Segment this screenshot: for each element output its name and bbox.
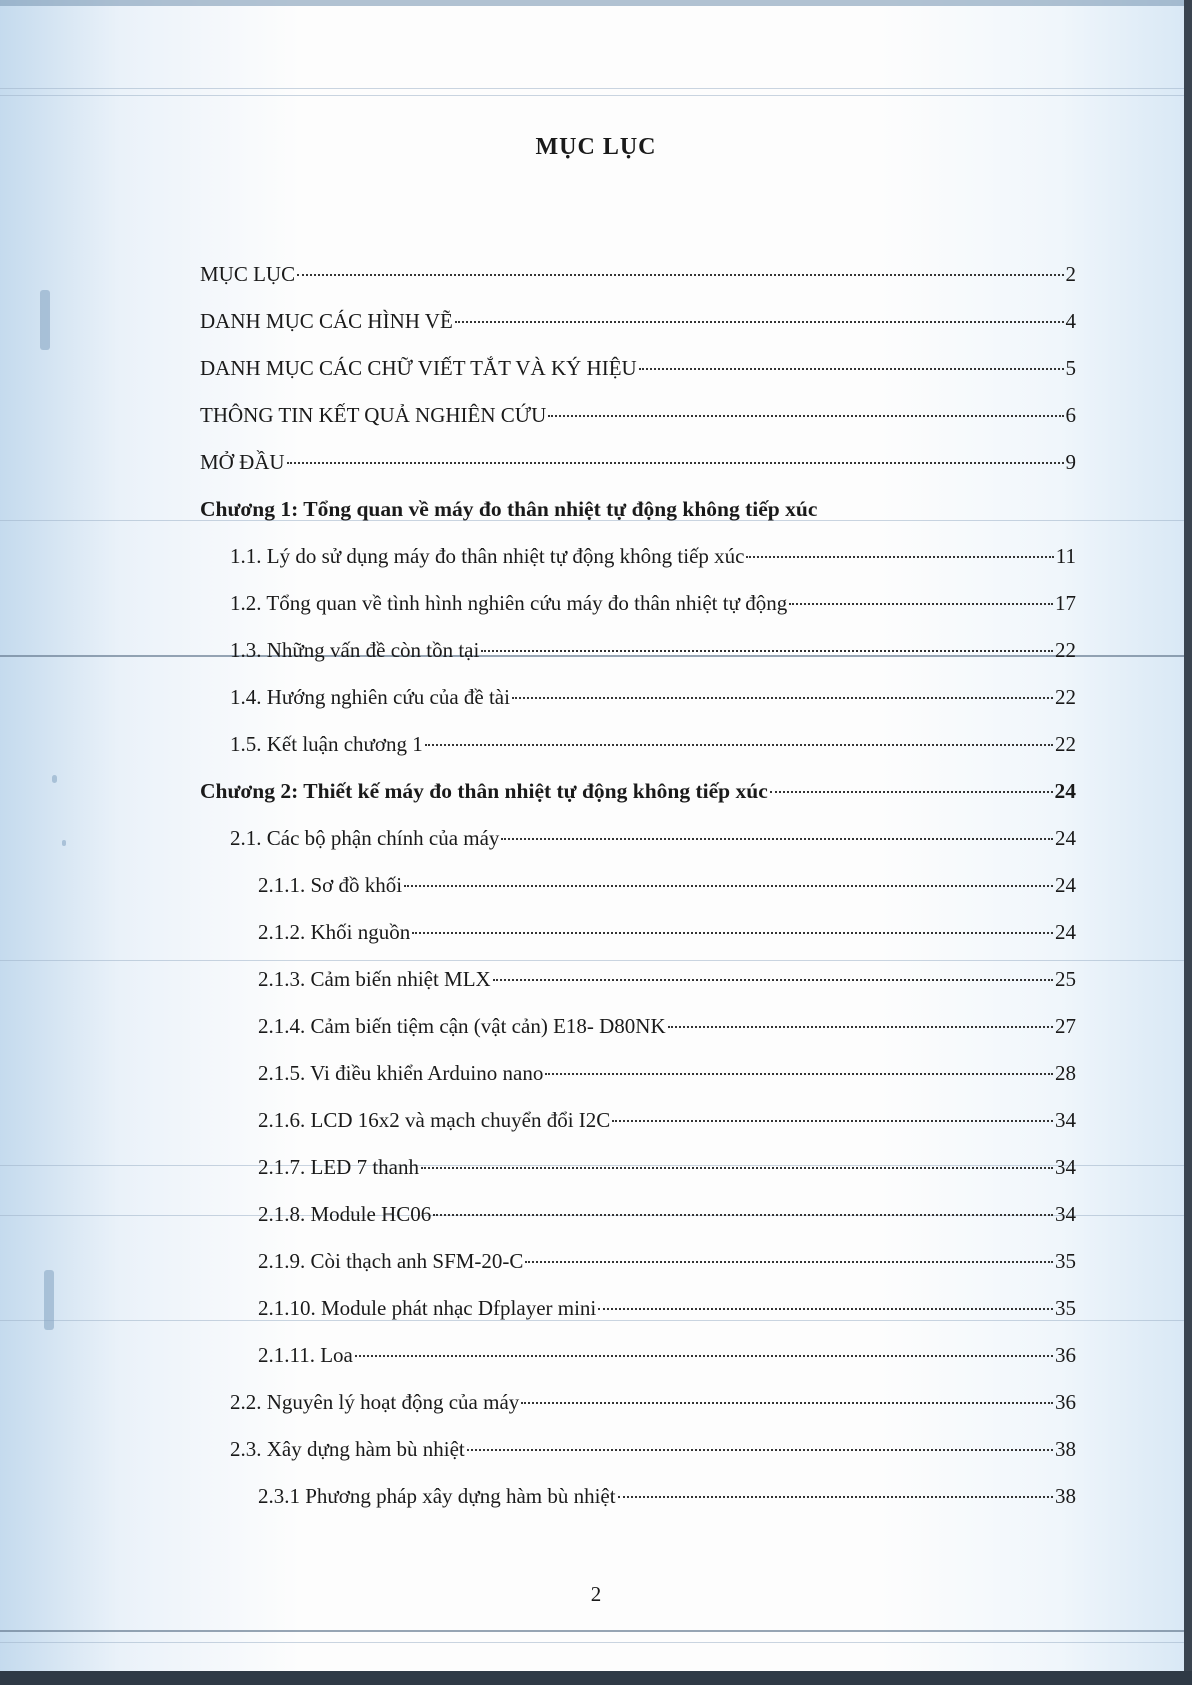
toc-entry[interactable] — [200, 1155, 1076, 1202]
toc-entry-page: 11 — [1055, 544, 1076, 568]
toc-entry-label: 2.1.1. Sơ đồ khối — [258, 873, 403, 897]
toc-entry[interactable] — [200, 732, 1076, 779]
dot-leader — [493, 979, 1053, 981]
dot-leader — [598, 1308, 1053, 1310]
dot-leader — [425, 744, 1053, 746]
toc-entry[interactable] — [200, 591, 1076, 638]
toc-entry-page: 22 — [1055, 685, 1076, 709]
toc-entry-page: 2 — [1065, 262, 1076, 286]
toc-entry-label: 2.1.4. Cảm biến tiệm cận (vật cản) E18- D80NK — [258, 1014, 666, 1038]
toc-entry-page: 35 — [1055, 1296, 1076, 1320]
toc-entry[interactable] — [200, 356, 1076, 403]
toc-entry[interactable] — [200, 685, 1076, 732]
dot-leader — [770, 791, 1053, 793]
toc-entry-page: 24 — [1054, 779, 1076, 803]
toc-entry-label: 2.1.3. Cảm biến nhiệt MLX — [258, 967, 491, 991]
toc-entry-label: 2.1.2. Khối nguồn — [258, 920, 411, 944]
scan-speck — [44, 1270, 54, 1330]
dot-leader — [412, 932, 1053, 934]
toc-entry-page: 24 — [1055, 826, 1076, 850]
toc-entry-label: 2.1.11. Loa — [258, 1343, 353, 1367]
toc-entry[interactable] — [200, 1061, 1076, 1108]
toc-entry[interactable] — [200, 638, 1076, 685]
dot-leader — [467, 1449, 1053, 1451]
toc-entry-label: THÔNG TIN KẾT QUẢ NGHIÊN CỨU — [200, 403, 547, 427]
scan-top-band — [0, 0, 1192, 6]
toc-entry-page: 36 — [1055, 1343, 1076, 1367]
toc-entry[interactable] — [200, 920, 1076, 967]
toc-entry-page: 24 — [1055, 873, 1076, 897]
toc-entry-label: 2.1.5. Vi điều khiển Arduino nano — [258, 1061, 544, 1085]
toc-entry-label: 1.1. Lý do sử dụng máy đo thân nhiệt tự động không tiếp xúc — [230, 544, 745, 568]
toc-chapter-entry[interactable] — [200, 497, 1076, 544]
toc-entry-page: 34 — [1055, 1108, 1076, 1132]
toc-entry-page: 38 — [1055, 1484, 1076, 1508]
page-number: 2 — [590, 1582, 602, 1606]
toc-entry-label: 1.2. Tổng quan về tình hình nghiên cứu máy đo thân nhiệt tự động — [230, 591, 788, 615]
dot-leader — [525, 1261, 1053, 1263]
toc-entry-page: 9 — [1065, 450, 1076, 474]
dot-leader — [548, 415, 1063, 417]
toc-entry-label: 2.2. Nguyên lý hoạt động của máy — [230, 1390, 520, 1414]
dot-leader — [789, 603, 1053, 605]
toc-entry-page: 28 — [1055, 1061, 1076, 1085]
toc-entry-label: Chương 2: Thiết kế máy đo thân nhiệt tự động không tiếp xúc — [200, 779, 768, 803]
page-title: MỤC LỤC — [535, 134, 657, 160]
dot-leader — [404, 885, 1053, 887]
toc-entry-page: 25 — [1055, 967, 1076, 991]
toc-entry[interactable] — [200, 1484, 1076, 1531]
dot-leader — [618, 1496, 1053, 1498]
toc-entry[interactable] — [200, 450, 1076, 497]
scan-line — [0, 88, 1192, 89]
dot-leader — [421, 1167, 1053, 1169]
scan-line — [0, 95, 1192, 96]
toc-entry[interactable] — [200, 1014, 1076, 1061]
toc-entry-label: 2.1. Các bộ phận chính của máy — [230, 826, 500, 850]
toc-entry[interactable] — [200, 262, 1076, 309]
dot-leader — [455, 321, 1064, 323]
toc-entry-label: Chương 1: Tổng quan về máy đo thân nhiệt tự động không tiếp xúc — [200, 497, 818, 521]
scan-bottom-band — [0, 1671, 1192, 1685]
dot-leader — [746, 556, 1053, 558]
scan-line — [0, 1630, 1192, 1632]
scan-line — [0, 1642, 1192, 1643]
toc-entry-page: 38 — [1055, 1437, 1076, 1461]
toc-entry[interactable] — [200, 1202, 1076, 1249]
toc-entry-page: 34 — [1055, 1202, 1076, 1226]
dot-leader — [355, 1355, 1053, 1357]
toc-entry-label: 2.1.7. LED 7 thanh — [258, 1155, 419, 1179]
toc-entry-page: 6 — [1065, 403, 1076, 427]
scan-right-edge — [1184, 0, 1192, 1685]
toc-entry-label: 1.3. Những vấn đề còn tồn tại — [230, 638, 480, 662]
toc-entry[interactable] — [200, 544, 1076, 591]
toc-entry-label: 1.5. Kết luận chương 1 — [230, 732, 423, 756]
toc-entry[interactable] — [200, 403, 1076, 450]
toc-entry[interactable] — [200, 309, 1076, 356]
toc-entry-page: 27 — [1055, 1014, 1076, 1038]
toc-entry-label: 2.1.6. LCD 16x2 và mạch chuyển đổi I2C — [258, 1108, 611, 1132]
toc-entry-page: 22 — [1055, 732, 1076, 756]
toc-entry[interactable] — [200, 1108, 1076, 1155]
toc-entry-label: 2.3.1 Phương pháp xây dựng hàm bù nhiệt — [258, 1484, 616, 1508]
dot-leader — [512, 697, 1053, 699]
toc-entry[interactable] — [200, 826, 1076, 873]
toc-entry-label: 2.1.9. Còi thạch anh SFM-20-C — [258, 1249, 524, 1273]
scan-speck — [40, 290, 50, 350]
toc-chapter-entry[interactable] — [200, 779, 1076, 826]
scan-speck — [52, 775, 57, 783]
toc-entry[interactable] — [200, 967, 1076, 1014]
toc-entry-label: 2.1.10. Module phát nhạc Dfplayer mini — [258, 1296, 597, 1320]
toc-entry[interactable] — [200, 1343, 1076, 1390]
dot-leader — [501, 838, 1053, 840]
toc-entry-label: 2.1.8. Module HC06 — [258, 1202, 432, 1226]
dot-leader — [287, 462, 1064, 464]
toc-entry[interactable] — [200, 1390, 1076, 1437]
dot-leader — [612, 1120, 1053, 1122]
toc-entry-page: 17 — [1055, 591, 1076, 615]
toc-entry[interactable] — [200, 1437, 1076, 1484]
toc-entry-label: DANH MỤC CÁC HÌNH VẼ — [200, 309, 453, 333]
toc-entry-page: 35 — [1055, 1249, 1076, 1273]
toc-entry[interactable] — [200, 1249, 1076, 1296]
toc-entry[interactable] — [200, 1296, 1076, 1343]
toc-entry-label: 2.3. Xây dựng hàm bù nhiệt — [230, 1437, 465, 1461]
toc-entry-label: DANH MỤC CÁC CHỮ VIẾT TẮT VÀ KÝ HIỆU — [200, 356, 637, 380]
table-of-contents — [200, 262, 1076, 1531]
dot-leader — [545, 1073, 1053, 1075]
dot-leader — [433, 1214, 1053, 1216]
toc-entry-label: MỞ ĐẦU — [200, 450, 285, 474]
toc-entry-label: MỤC LỤC — [200, 262, 296, 286]
scan-speck — [62, 840, 66, 846]
toc-entry-label: 1.4. Hướng nghiên cứu của đề tài — [230, 685, 510, 709]
dot-leader — [297, 274, 1063, 276]
dot-leader — [481, 650, 1053, 652]
toc-entry-page: 36 — [1055, 1390, 1076, 1414]
dot-leader — [521, 1402, 1053, 1404]
toc-entry-page: 5 — [1065, 356, 1076, 380]
toc-entry-page: 24 — [1055, 920, 1076, 944]
toc-entry-page: 34 — [1055, 1155, 1076, 1179]
dot-leader — [668, 1026, 1053, 1028]
dot-leader — [639, 368, 1064, 370]
toc-entry[interactable] — [200, 873, 1076, 920]
toc-entry-page: 22 — [1055, 638, 1076, 662]
toc-entry-page: 4 — [1065, 309, 1076, 333]
